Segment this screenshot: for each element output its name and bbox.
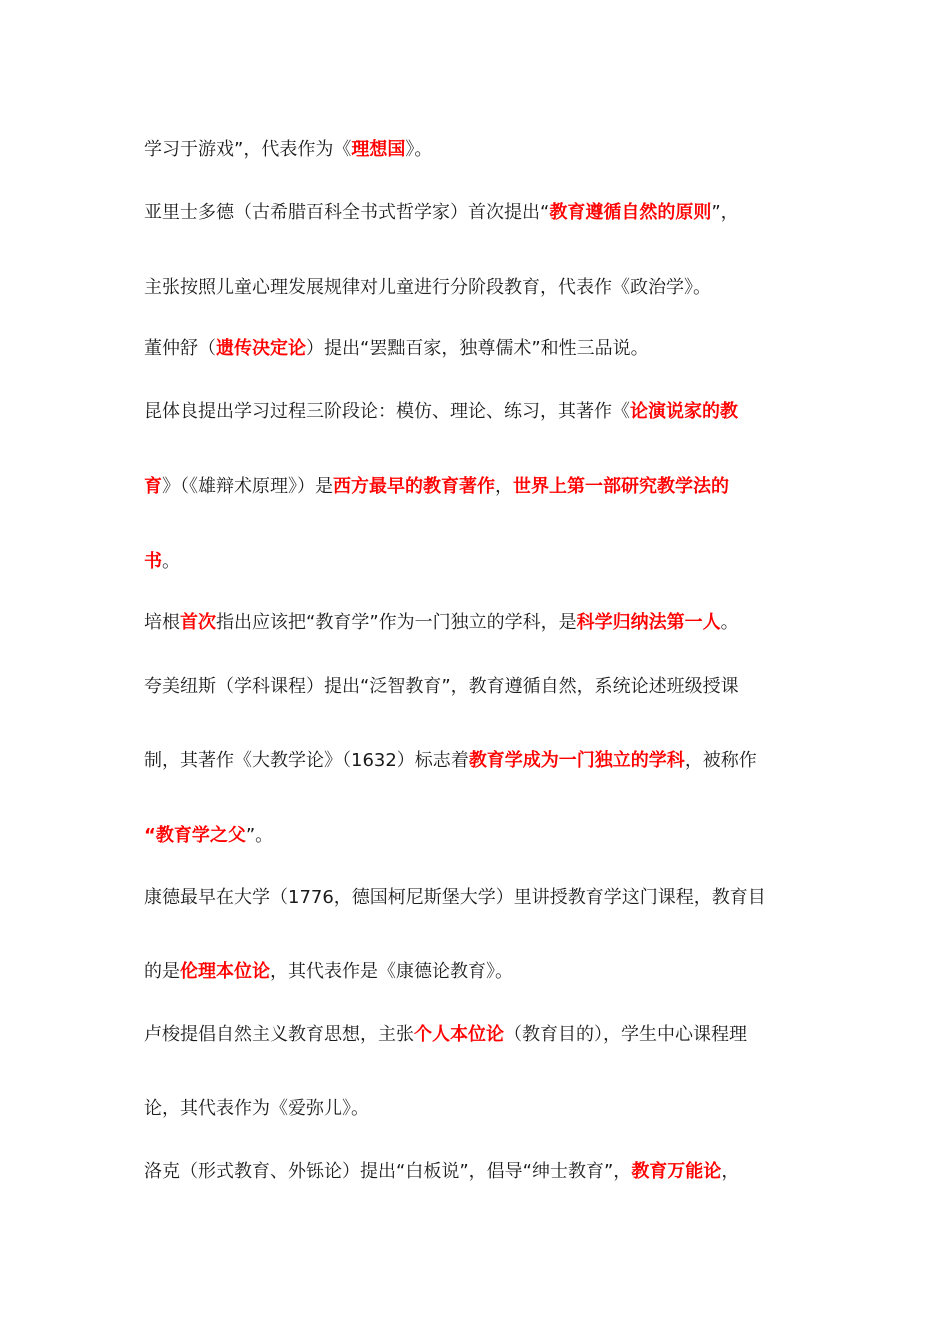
body-text: 学习于游戏”，代表作为《 [144,139,352,160]
body-text: ， [721,1161,740,1182]
text-line [144,1159,739,1185]
highlighted-text: 育 [144,476,162,497]
body-text: ”， [711,202,739,223]
highlighted-text: 西方最早的教育著作 [333,476,495,497]
body-text: 卢梭提倡自然主义教育思想，主张 [144,1024,414,1045]
text-line [144,959,513,985]
text-line [144,336,649,362]
text-line [144,610,739,636]
text-line [144,674,739,700]
highlighted-text: 遗传决定论 [216,338,306,359]
highlighted-text: 伦理本位论 [180,961,270,982]
text-line [144,399,738,425]
highlighted-text: “ [144,825,156,846]
body-text: 》（《雄辩术原理》）是 [162,476,333,497]
body-text: 夸美纽斯（学科课程）提出“泛智教育”，教育遵循自然，系统论述班级授课 [144,676,739,697]
body-text: 亚里士多德（古希腊百科全书式哲学家）首次提出“ [144,202,550,223]
body-text: ）提出“罢黜百家，独尊儒术”和性三品说。 [306,338,649,359]
body-text: 》。 [405,139,433,160]
text-line [144,1096,369,1122]
text-line [144,137,432,163]
body-text: 董仲舒（ [144,338,216,359]
body-text: 洛克（形式教育、外铄论）提出“白板说”，倡导“绅士教育”， [144,1161,632,1182]
highlighted-text: 理想国 [351,139,406,160]
highlighted-text: 教育学成为一门独立的学科 [468,750,685,771]
body-text: 昆体良提出学习过程三阶段论：模仿、理论、练习，其著作《 [144,401,630,422]
highlighted-text: 个人本位论 [414,1024,504,1045]
highlighted-text: 教育遵循自然的原则 [549,202,712,223]
body-text: 制，其著作《大教学论》（1632）标志着 [144,750,469,771]
highlighted-text: 教育学之父 [155,825,246,846]
highlighted-text: 教育万能论 [631,1161,722,1182]
text-line [144,549,180,575]
body-text: ，其代表作是《康德论教育》。 [270,961,513,982]
text-line [144,885,766,911]
body-text: （教育目的），学生中心课程理 [504,1024,747,1045]
highlighted-text: 世界上第一部研究教学法的 [513,476,729,497]
body-text: 的是 [144,961,180,982]
body-text: 。 [720,612,739,633]
body-text: 。 [162,551,180,572]
highlighted-text: 论演说家的教 [630,401,738,422]
body-text: 论，其代表作为《爱弥儿》。 [144,1098,369,1119]
body-text: 主张按照儿童心理发展规律对儿童进行分阶段教育，代表作《政治学》。 [144,277,711,298]
body-text: 培根 [144,612,180,633]
text-line [144,748,757,774]
body-text: 康德最早在大学（1776，德国柯尼斯堡大学）里讲授教育学这门课程，教育目 [144,887,766,908]
text-line [144,1022,747,1048]
body-text: 指出应该把“教育学”作为一门独立的学科，是 [216,612,577,633]
text-line [144,823,273,849]
highlighted-text: 首次 [180,612,216,633]
body-text: ， [495,476,513,497]
text-line [144,200,739,226]
body-text: ”。 [245,825,274,846]
highlighted-text: 科学归纳法第一人 [576,612,721,633]
text-line [144,474,729,500]
highlighted-text: 书 [144,551,162,572]
text-line [144,275,711,301]
body-text: ，被称作 [684,750,757,771]
